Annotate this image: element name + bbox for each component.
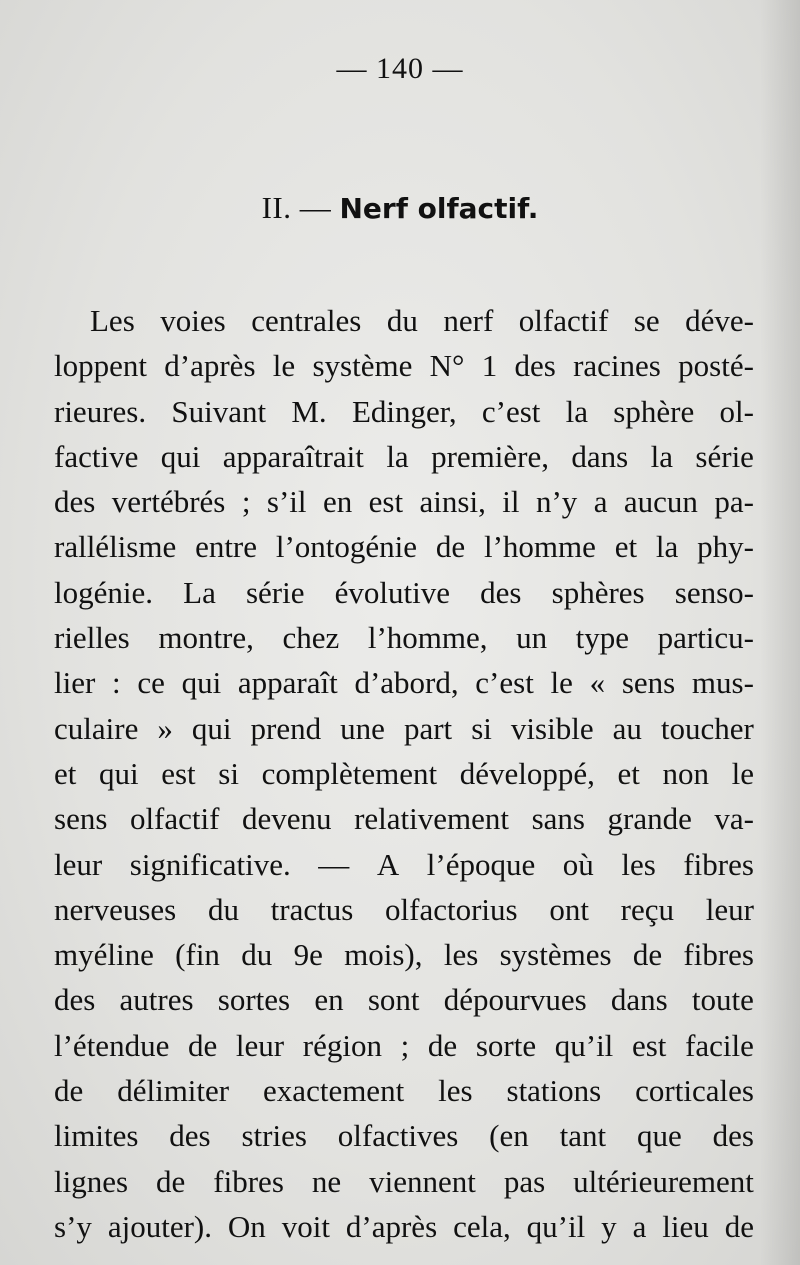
word: la bbox=[565, 393, 589, 429]
word: et bbox=[54, 755, 77, 791]
word: part bbox=[403, 710, 453, 746]
word: type bbox=[575, 620, 630, 656]
word: Suivant bbox=[171, 393, 267, 429]
word: Edinger, bbox=[351, 393, 457, 429]
word: aucun bbox=[623, 484, 698, 520]
word: ol- bbox=[719, 393, 754, 429]
word: fibres bbox=[683, 937, 754, 973]
word: loppent bbox=[54, 348, 147, 384]
word: viennent bbox=[369, 1163, 476, 1199]
word: évolutive bbox=[334, 574, 451, 610]
text-line bbox=[54, 977, 754, 1022]
word: devenu bbox=[242, 801, 332, 837]
text-line bbox=[54, 615, 754, 660]
word: olfactif bbox=[518, 303, 609, 338]
word: des bbox=[514, 348, 556, 384]
word: et bbox=[614, 529, 638, 565]
word: délimiter bbox=[117, 1073, 230, 1109]
word: rieures. bbox=[54, 393, 147, 429]
word: dépourvues bbox=[443, 982, 587, 1018]
word: le bbox=[550, 665, 573, 701]
word: en bbox=[322, 484, 353, 520]
text-line bbox=[54, 932, 754, 977]
word: la bbox=[655, 529, 679, 565]
word: voies bbox=[160, 303, 226, 338]
word: logénie. bbox=[54, 574, 153, 610]
word: qui bbox=[98, 755, 139, 791]
word: du bbox=[207, 891, 239, 927]
word: c’est bbox=[481, 393, 541, 429]
word: mus- bbox=[691, 665, 754, 701]
word: phy- bbox=[697, 529, 754, 565]
word: non bbox=[662, 755, 710, 791]
word: sorte bbox=[475, 1027, 537, 1063]
word: et bbox=[617, 755, 640, 791]
word: si bbox=[471, 710, 492, 746]
word: a bbox=[632, 1208, 647, 1244]
word: la bbox=[650, 438, 674, 474]
word: chez bbox=[282, 620, 340, 656]
word: première, bbox=[431, 438, 549, 474]
word: olfactif bbox=[129, 801, 220, 837]
word: d’après bbox=[164, 348, 256, 384]
word: une bbox=[340, 710, 385, 746]
word: tant bbox=[559, 1118, 607, 1154]
word: lignes bbox=[54, 1163, 129, 1199]
word: complètement bbox=[261, 755, 438, 791]
word: les bbox=[443, 937, 479, 973]
word: ainsi, bbox=[419, 484, 486, 520]
word: ont bbox=[549, 891, 589, 927]
word: est bbox=[161, 755, 196, 791]
word: nerf bbox=[443, 303, 494, 338]
word: racines bbox=[573, 348, 661, 384]
word: région bbox=[302, 1027, 382, 1063]
word: autres bbox=[119, 982, 194, 1018]
word: va- bbox=[714, 801, 754, 837]
word: relativement bbox=[354, 801, 510, 837]
word: Les bbox=[90, 303, 135, 338]
word: toucher bbox=[660, 710, 754, 746]
word: cela, bbox=[453, 1208, 511, 1244]
word: lieu bbox=[662, 1208, 709, 1244]
word: vertébrés bbox=[111, 484, 226, 520]
text-line bbox=[54, 479, 754, 524]
word: d’abord, bbox=[354, 665, 459, 701]
word: système bbox=[312, 348, 413, 384]
word: prend bbox=[250, 710, 322, 746]
word: facile bbox=[685, 1027, 754, 1063]
word: apparaît bbox=[237, 665, 338, 701]
word: qui bbox=[160, 438, 201, 474]
word: la bbox=[386, 438, 409, 474]
word: en bbox=[314, 982, 344, 1018]
word: sphère bbox=[613, 393, 695, 429]
word: ultérieurement bbox=[573, 1163, 754, 1199]
text-line bbox=[54, 751, 754, 796]
text-line bbox=[54, 1113, 754, 1158]
word: c’est bbox=[475, 665, 534, 701]
word: (fin bbox=[175, 937, 220, 973]
word: tractus bbox=[270, 891, 354, 927]
text-line bbox=[54, 1204, 754, 1249]
page-number: — 140 — bbox=[336, 52, 464, 85]
word: s’il bbox=[266, 484, 307, 520]
word: fibres bbox=[213, 1163, 284, 1199]
word: le bbox=[272, 348, 296, 384]
word: de bbox=[187, 1027, 218, 1063]
word: s’y bbox=[54, 1208, 92, 1244]
text-line bbox=[54, 706, 754, 751]
word: des bbox=[480, 574, 522, 610]
word: leur bbox=[54, 846, 103, 882]
word: les bbox=[438, 1073, 473, 1109]
word: l’époque bbox=[426, 846, 536, 882]
word: M. bbox=[291, 393, 327, 429]
text-line bbox=[54, 524, 754, 569]
word: myéline bbox=[54, 937, 154, 973]
word: (en bbox=[489, 1118, 529, 1154]
word: l’homme bbox=[483, 529, 596, 565]
word: des bbox=[169, 1118, 211, 1154]
text-line bbox=[54, 660, 754, 705]
word: corticales bbox=[635, 1073, 754, 1109]
text-line bbox=[54, 389, 754, 434]
word: ce bbox=[137, 665, 165, 701]
text-line bbox=[54, 570, 754, 615]
word: posté- bbox=[678, 348, 754, 384]
word: reçu bbox=[620, 891, 675, 927]
word: mois), bbox=[344, 937, 423, 973]
word: exactement bbox=[263, 1073, 405, 1109]
word: de bbox=[632, 937, 663, 973]
section-number: II. — bbox=[261, 190, 340, 225]
word: On bbox=[227, 1208, 266, 1244]
word: culaire bbox=[54, 710, 139, 746]
word: du bbox=[241, 937, 273, 973]
word: grande bbox=[607, 801, 692, 837]
text-line bbox=[54, 298, 754, 343]
word: déve- bbox=[685, 303, 754, 338]
word: de bbox=[724, 1208, 754, 1244]
text-line bbox=[54, 1159, 754, 1204]
word: olfactorius bbox=[385, 891, 518, 927]
word: pa- bbox=[714, 484, 754, 520]
text-line bbox=[54, 434, 754, 479]
word: sphères bbox=[551, 574, 645, 610]
word: montre, bbox=[158, 620, 254, 656]
word: — bbox=[318, 846, 350, 882]
text-line bbox=[54, 796, 754, 841]
word: des bbox=[712, 1118, 754, 1154]
word: sans bbox=[531, 801, 585, 837]
word: fibres bbox=[683, 846, 754, 882]
word: stries bbox=[241, 1118, 307, 1154]
word: senso- bbox=[674, 574, 754, 610]
word: centrales bbox=[251, 303, 362, 338]
word: que bbox=[637, 1118, 682, 1154]
word: qui bbox=[191, 710, 232, 746]
word: qu’il bbox=[526, 1208, 586, 1244]
word: » bbox=[157, 710, 173, 746]
text-line bbox=[54, 887, 754, 932]
word: au bbox=[612, 710, 642, 746]
word: l’ontogénie bbox=[275, 529, 418, 565]
word: La bbox=[183, 574, 216, 610]
word: ne bbox=[311, 1163, 342, 1199]
text-line bbox=[54, 343, 754, 388]
word: d’après bbox=[345, 1208, 438, 1244]
word: un bbox=[516, 620, 548, 656]
word: significative. bbox=[129, 846, 291, 882]
text-line bbox=[54, 1023, 754, 1068]
word: les bbox=[621, 846, 656, 882]
word: série bbox=[695, 438, 754, 474]
word: voit bbox=[281, 1208, 330, 1244]
word: ; bbox=[241, 484, 251, 520]
word: leur bbox=[705, 891, 754, 927]
word: si bbox=[218, 755, 239, 791]
text-line bbox=[54, 842, 754, 887]
word: leur bbox=[235, 1027, 285, 1063]
word: est bbox=[631, 1027, 667, 1063]
word: y bbox=[601, 1208, 617, 1244]
word: limites bbox=[54, 1118, 139, 1154]
word: apparaîtrait bbox=[222, 438, 364, 474]
text-line bbox=[54, 1068, 754, 1113]
word: sens bbox=[54, 801, 108, 837]
word: visible bbox=[510, 710, 594, 746]
word: développé, bbox=[459, 755, 595, 791]
word: : bbox=[112, 665, 121, 701]
word: particu- bbox=[657, 620, 754, 656]
word: dans bbox=[571, 438, 629, 474]
word: a bbox=[593, 484, 608, 520]
word: entre bbox=[195, 529, 258, 565]
word: dans bbox=[610, 982, 668, 1018]
word: stations bbox=[506, 1073, 602, 1109]
word: l’étendue bbox=[54, 1027, 170, 1063]
word: qui bbox=[181, 665, 222, 701]
word: nerveuses bbox=[54, 891, 177, 927]
word: factive bbox=[54, 438, 139, 474]
word: olfactives bbox=[337, 1118, 459, 1154]
body-paragraph bbox=[54, 298, 754, 1249]
word: sortes bbox=[217, 982, 291, 1018]
word: lier bbox=[54, 665, 96, 701]
word: de bbox=[427, 1027, 458, 1063]
word: où bbox=[562, 846, 594, 882]
word: n’y bbox=[535, 484, 578, 520]
word: N° bbox=[429, 348, 465, 384]
word: ajouter). bbox=[107, 1208, 212, 1244]
word: de bbox=[435, 529, 466, 565]
word: le bbox=[731, 755, 754, 791]
word: de bbox=[54, 1073, 84, 1109]
word: série bbox=[245, 574, 305, 610]
word: toute bbox=[691, 982, 754, 1018]
word: se bbox=[633, 303, 660, 338]
word: systèmes bbox=[499, 937, 612, 973]
word: des bbox=[54, 484, 96, 520]
word: rallélisme bbox=[54, 529, 177, 565]
word: ; bbox=[400, 1027, 410, 1063]
word: sens bbox=[621, 665, 676, 701]
section-heading bbox=[0, 190, 800, 226]
word: il bbox=[502, 484, 520, 520]
word: l’homme, bbox=[367, 620, 488, 656]
word: sont bbox=[367, 982, 420, 1018]
section-name: Nerf olfactif. bbox=[339, 192, 539, 225]
word: pas bbox=[503, 1163, 546, 1199]
word: est bbox=[368, 484, 404, 520]
word: « bbox=[589, 665, 606, 701]
word: des bbox=[54, 982, 96, 1018]
word: rielles bbox=[54, 620, 130, 656]
word: 1 bbox=[481, 348, 498, 384]
word: qu’il bbox=[554, 1027, 614, 1063]
word: 9e bbox=[293, 937, 323, 973]
word: du bbox=[386, 303, 418, 338]
word: A bbox=[376, 846, 400, 882]
word: de bbox=[156, 1163, 186, 1199]
